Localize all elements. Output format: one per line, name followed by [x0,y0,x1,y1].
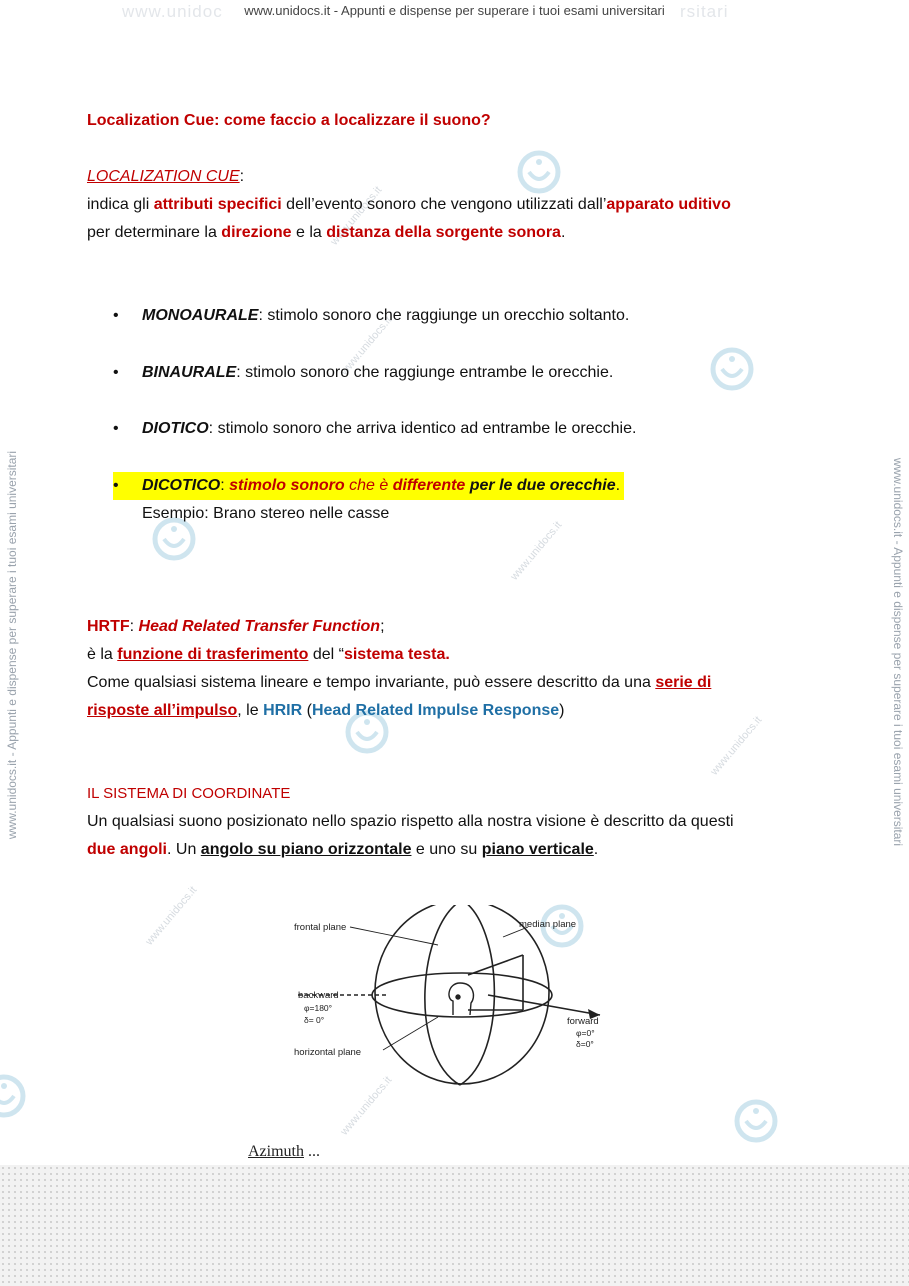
stimulus-type-list [113,302,636,556]
label-forward: forward [567,1016,599,1027]
watermark-text: www.unidocs.it [328,184,385,248]
watermark-text: www.unidocs.it [338,1074,395,1138]
watermark-logo-icon [708,345,756,393]
list-item: • MONOAURALE: stimolo sonoro che raggiunge un orecchio soltanto. [113,302,636,330]
label-backward: backward [298,990,339,1001]
head-icon [449,983,474,1015]
preview-cutoff-pattern [0,1165,909,1286]
bullet-icon: • [113,307,119,324]
list-item-highlighted [113,472,636,528]
header-ghost-right: rsitari [680,2,729,21]
label-median-plane: median plane [519,919,577,930]
list-item: • DIOTICO: stimolo sonoro che arriva identico ad entrambe le orecchie. [113,415,636,443]
horizontal-plane-ellipse [372,973,552,1017]
coordinate-system-figure [288,905,623,1105]
watermark-text: www.unidocs.it [143,884,200,948]
hrtf-block [87,613,827,725]
hrtf-line-3: Come qualsiasi sistema lineare e tempo invariante, può essere descritto da una serie di [87,674,712,691]
watermark-text: www.unidocs.it [508,519,565,583]
hrtf-line-2: è la funzione di trasferimento del “sistema testa. [87,646,450,663]
header-ghost-left: www.unidoc [122,2,223,21]
section-title-localization: Localization Cue: come faccio a localizzare il suono? [87,112,491,129]
coordinates-line-2: due angoli. Un angolo su piano orizzontale e uno su piano verticale. [87,841,599,858]
label-forward-phi: φ=0° [576,1028,595,1038]
localization-cue-heading: LOCALIZATION CUE: [87,168,245,185]
bullet-icon: • [113,363,119,381]
side-banner-right: www.unidocs.it - Appunti e dispense per superare i tuoi esami universitari [891,457,905,847]
watermark-logo-icon [732,1097,780,1145]
localization-cue-line-2: per determinare la direzione e la distanza della sorgente sonora. [87,224,566,241]
forward-axis [488,995,600,1015]
coordinates-line-1: Un qualsiasi suono posizionato nello spazio rispetto alla nostra visione è descritto da questi [87,813,734,830]
watermark-text: www.unidocs.it [708,714,765,778]
example-line: Esempio: Brano stereo nelle casse [142,504,390,522]
label-horizontal-plane: horizontal plane [294,1047,362,1058]
localization-cue-line-1: indica gli attributi specifici dell’evento sonoro che vengono utilizzati dall’apparato uditivo [87,196,731,213]
label-forward-delta: δ=0° [576,1039,594,1049]
label-backward-phi: φ=180° [304,1003,333,1013]
localization-cue-block [87,163,827,247]
label-frontal-plane: frontal plane [294,922,347,933]
label-backward-delta: δ= 0° [304,1015,325,1025]
coordinates-title: IL SISTEMA DI COORDINATE [87,785,291,802]
watermark-logo-icon [0,1072,28,1120]
side-banner-left: www.unidocs.it - Appunti e dispense per superare i tuoi esami universitari [5,450,19,840]
figure-caption: Azimuth ... [248,1143,320,1160]
hrtf-heading: HRTF: Head Related Transfer Function; [87,618,385,635]
watermark-text: www.unidocs.it [338,314,395,378]
hrtf-line-4: risposte all’impulso, le HRIR (Head Related Impulse Response) [87,702,565,719]
bullet-icon: • [113,420,119,437]
bullet-icon: • [113,476,119,494]
highlight-box: • DICOTICO: stimolo sonoro che è differente per le due orecchie. [113,472,624,500]
list-item: • BINAURALE: stimolo sonoro che raggiunge entrambe le orecchie. [113,359,636,387]
coordinates-block [87,780,827,864]
header-banner: www.unidocs.it - Appunti e dispense per superare i tuoi esami universitari [244,3,665,18]
